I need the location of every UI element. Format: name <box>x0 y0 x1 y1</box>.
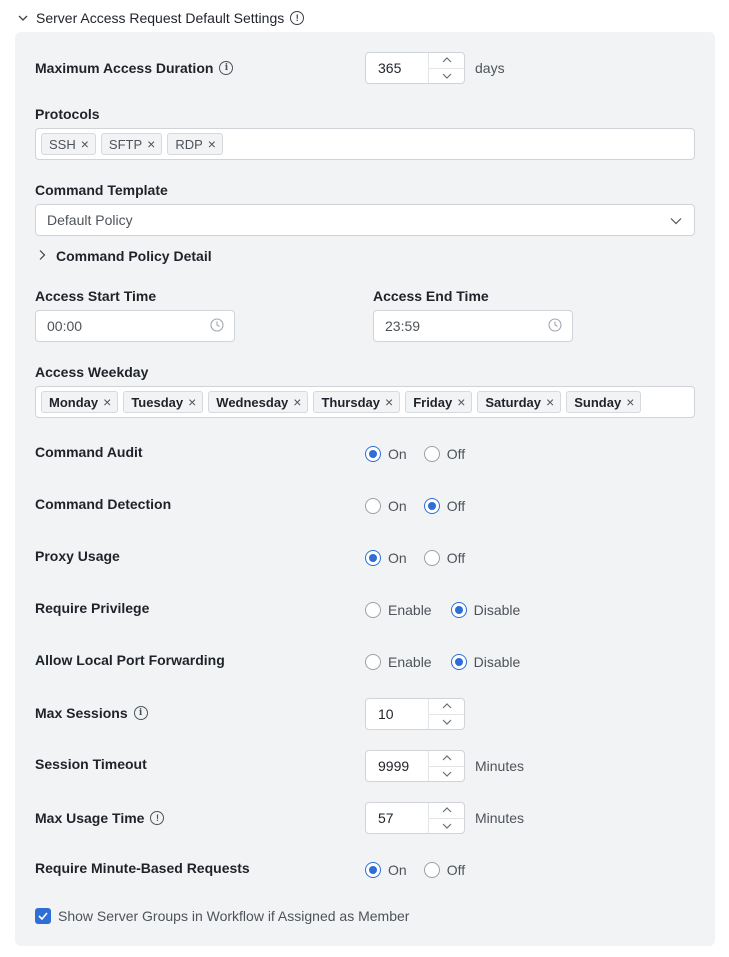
require-privilege-radio-group <box>365 602 537 618</box>
radio-label: Off <box>446 498 466 514</box>
minute-requests-on-radio[interactable] <box>365 862 407 878</box>
require-privilege-label: Require Privilege <box>35 600 150 616</box>
access-end-time-input[interactable] <box>373 310 573 342</box>
max-sessions-stepper[interactable] <box>365 698 465 730</box>
port-forwarding-disable-radio[interactable] <box>451 654 521 670</box>
tag-label: RDP <box>175 136 203 152</box>
protocol-tag-sftp <box>101 133 162 155</box>
command-template-label: Command Template <box>35 182 168 198</box>
radio-dot[interactable] <box>424 498 440 514</box>
radio-label: Off <box>446 446 466 462</box>
weekday-tag-tuesday <box>123 391 203 413</box>
close-icon[interactable]: × <box>293 394 302 410</box>
clock-icon <box>548 318 562 335</box>
radio-label: Enable <box>388 654 432 670</box>
chevron-right-icon <box>38 248 46 264</box>
radio-dot[interactable] <box>365 550 381 566</box>
close-icon[interactable]: × <box>103 394 112 410</box>
increment-icon[interactable] <box>429 53 464 68</box>
show-server-groups-label: Show Server Groups in Workflow if Assigned as Member <box>58 908 410 924</box>
close-icon[interactable]: × <box>546 394 555 410</box>
warning-info-icon[interactable]: ! <box>290 11 304 25</box>
weekday-tag-wednesday <box>208 391 308 413</box>
require-privilege-enable-radio[interactable] <box>365 602 432 618</box>
radio-dot[interactable] <box>365 446 381 462</box>
protocol-tag-rdp <box>167 133 223 155</box>
radio-dot[interactable] <box>424 550 440 566</box>
clock-icon <box>210 318 224 335</box>
info-icon[interactable]: i <box>134 706 148 720</box>
radio-label: On <box>388 498 407 514</box>
close-icon[interactable]: × <box>626 394 635 410</box>
port-forwarding-enable-radio[interactable] <box>365 654 432 670</box>
require-minute-requests-label: Require Minute-Based Requests <box>35 860 250 876</box>
max-usage-time-input[interactable]: 57 <box>378 810 394 826</box>
max-access-duration-stepper[interactable] <box>365 52 465 84</box>
radio-label: Enable <box>388 602 432 618</box>
decrement-icon[interactable] <box>429 714 464 730</box>
max-sessions-label <box>35 705 148 721</box>
section-title: Server Access Request Default Settings <box>36 10 285 26</box>
session-timeout-stepper[interactable] <box>365 750 465 782</box>
radio-dot[interactable] <box>365 498 381 514</box>
command-policy-detail-toggle[interactable] <box>38 248 212 264</box>
minute-requests-off-radio[interactable] <box>424 862 465 878</box>
require-privilege-disable-radio[interactable] <box>451 602 521 618</box>
command-detection-label: Command Detection <box>35 496 172 512</box>
decrement-icon[interactable] <box>429 766 464 782</box>
radio-label: On <box>388 862 407 878</box>
tag-label: Wednesday <box>216 394 289 410</box>
command-policy-detail-label: Command Policy Detail <box>56 248 212 264</box>
increment-icon[interactable] <box>429 803 464 818</box>
command-audit-on-radio[interactable] <box>365 446 407 462</box>
tag-label: Thursday <box>321 394 380 410</box>
max-usage-time-stepper[interactable] <box>365 802 465 834</box>
session-timeout-label: Session Timeout <box>35 756 147 772</box>
checkbox[interactable] <box>35 908 51 924</box>
protocols-select[interactable] <box>35 128 695 160</box>
radio-dot[interactable] <box>451 654 467 670</box>
command-audit-radio-group <box>365 446 482 462</box>
radio-dot[interactable] <box>424 446 440 462</box>
radio-dot[interactable] <box>424 862 440 878</box>
close-icon[interactable]: × <box>188 394 197 410</box>
access-start-time-input[interactable] <box>35 310 235 342</box>
command-detection-off-radio[interactable] <box>424 498 465 514</box>
increment-icon[interactable] <box>429 699 464 714</box>
command-template-value: Default Policy <box>47 212 133 228</box>
radio-label: Off <box>446 550 466 566</box>
days-unit: days <box>475 60 505 76</box>
tag-label: Saturday <box>485 394 542 410</box>
decrement-icon[interactable] <box>429 68 464 84</box>
minutes-unit: Minutes <box>475 758 525 774</box>
chevron-down-icon[interactable] <box>16 11 30 25</box>
minutes-unit: Minutes <box>475 810 525 826</box>
tag-label: SSH <box>49 136 76 152</box>
increment-icon[interactable] <box>429 751 464 766</box>
access-end-value: 23:59 <box>385 318 421 334</box>
tag-label: Sunday <box>574 394 622 410</box>
protocol-tag-ssh <box>41 133 96 155</box>
proxy-usage-label: Proxy Usage <box>35 548 120 564</box>
close-icon[interactable]: × <box>207 136 216 152</box>
command-detection-on-radio[interactable] <box>365 498 407 514</box>
weekday-tag-thursday <box>313 391 400 413</box>
max-usage-time-label <box>35 810 164 826</box>
max-sessions-input[interactable]: 10 <box>378 706 394 722</box>
weekday-tag-monday <box>41 391 118 413</box>
access-end-label: Access End Time <box>373 288 489 304</box>
decrement-icon[interactable] <box>429 818 464 834</box>
max-access-duration-text: Maximum Access Duration <box>35 60 214 76</box>
access-start-value: 00:00 <box>47 318 83 334</box>
proxy-usage-radio-group <box>365 550 482 566</box>
tag-label: Tuesday <box>131 394 184 410</box>
max-sessions-text: Max Sessions <box>35 705 128 721</box>
radio-dot[interactable] <box>365 602 381 618</box>
command-audit-label: Command Audit <box>35 444 143 460</box>
radio-label: Disable <box>473 602 521 618</box>
weekday-tag-friday <box>405 391 472 413</box>
radio-label: On <box>388 446 407 462</box>
radio-dot[interactable] <box>365 862 381 878</box>
section-header[interactable] <box>16 8 304 28</box>
close-icon[interactable]: × <box>80 136 89 152</box>
max-access-duration-label <box>35 60 233 76</box>
close-icon[interactable]: × <box>457 394 466 410</box>
close-icon[interactable]: × <box>147 136 156 152</box>
radio-label: Off <box>446 862 466 878</box>
tag-label: Monday <box>49 394 99 410</box>
tag-label: SFTP <box>108 136 143 152</box>
info-icon[interactable]: i <box>219 61 233 75</box>
session-timeout-input[interactable]: 9999 <box>378 758 410 774</box>
show-server-groups-option[interactable] <box>35 908 409 924</box>
weekday-tag-saturday <box>477 391 561 413</box>
access-weekday-select[interactable] <box>35 386 695 418</box>
command-template-select[interactable] <box>35 204 695 236</box>
warning-info-icon[interactable]: ! <box>150 811 164 825</box>
radio-label: On <box>388 550 407 566</box>
radio-dot[interactable] <box>451 602 467 618</box>
allow-local-port-forwarding-radio-group <box>365 654 537 670</box>
chevron-down-icon <box>670 212 682 228</box>
proxy-usage-off-radio[interactable] <box>424 550 465 566</box>
allow-local-port-forwarding-label: Allow Local Port Forwarding <box>35 652 225 668</box>
protocols-label: Protocols <box>35 106 100 122</box>
access-weekday-label: Access Weekday <box>35 364 149 380</box>
radio-dot[interactable] <box>365 654 381 670</box>
close-icon[interactable]: × <box>385 394 394 410</box>
access-start-label: Access Start Time <box>35 288 157 304</box>
max-usage-time-text: Max Usage Time <box>35 810 145 826</box>
require-minute-requests-radio-group <box>365 862 482 878</box>
command-audit-off-radio[interactable] <box>424 446 465 462</box>
tag-label: Friday <box>413 394 453 410</box>
proxy-usage-on-radio[interactable] <box>365 550 407 566</box>
max-access-duration-input[interactable]: 365 <box>378 60 402 76</box>
weekday-tag-sunday <box>566 391 641 413</box>
radio-label: Disable <box>473 654 521 670</box>
command-detection-radio-group <box>365 498 482 514</box>
